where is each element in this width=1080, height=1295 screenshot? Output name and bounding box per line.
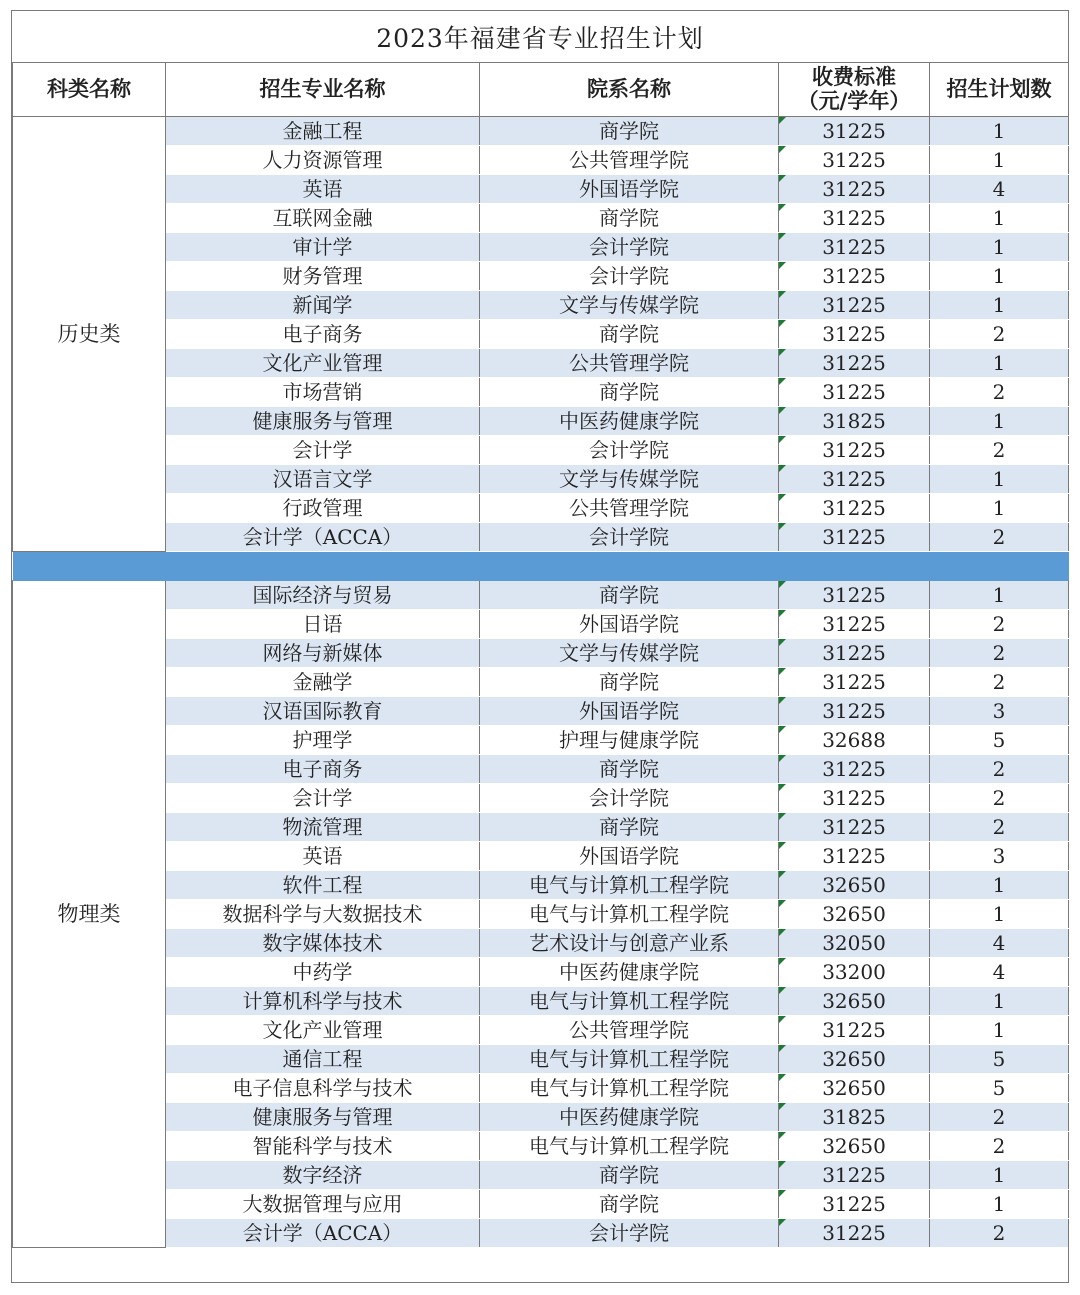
department-cell: 会计学院: [480, 523, 779, 552]
department-cell: 电气与计算机工程学院: [480, 871, 779, 900]
fee-cell: 31225: [779, 755, 930, 784]
fee-cell: 31225: [779, 697, 930, 726]
major-cell: 数字媒体技术: [166, 929, 480, 958]
plan-cell: 1: [930, 349, 1069, 378]
table-row: [13, 523, 1069, 552]
fee-cell: 31825: [779, 407, 930, 436]
plan-cell: 4: [930, 958, 1069, 987]
department-cell: 商学院: [480, 581, 779, 610]
department-cell: 电气与计算机工程学院: [480, 1074, 779, 1103]
major-cell: 新闻学: [166, 291, 480, 320]
table-row: [13, 842, 1069, 871]
fee-cell: 31225: [779, 581, 930, 610]
major-cell: 通信工程: [166, 1045, 480, 1074]
table-row: [13, 1219, 1069, 1248]
major-cell: 会计学（ACCA）: [166, 523, 480, 552]
fee-cell: 31225: [779, 639, 930, 668]
fee-cell: 31225: [779, 1219, 930, 1248]
department-cell: 公共管理学院: [480, 349, 779, 378]
fee-cell: 33200: [779, 958, 930, 987]
plan-cell: 2: [930, 755, 1069, 784]
department-cell: 会计学院: [480, 233, 779, 262]
major-cell: 文化产业管理: [166, 349, 480, 378]
department-cell: 商学院: [480, 1161, 779, 1190]
header-row: [13, 62, 1069, 117]
plan-cell: 2: [930, 784, 1069, 813]
major-cell: 数据科学与大数据技术: [166, 900, 480, 929]
fee-cell: 31225: [779, 291, 930, 320]
major-cell: 健康服务与管理: [166, 1103, 480, 1132]
fee-cell: 31225: [779, 262, 930, 291]
major-cell: 财务管理: [166, 262, 480, 291]
fee-cell: 31225: [779, 436, 930, 465]
plan-cell: 2: [930, 378, 1069, 407]
header-major: 招生专业名称: [166, 62, 480, 117]
table-row: [13, 349, 1069, 378]
major-cell: 人力资源管理: [166, 146, 480, 175]
table-row: [13, 668, 1069, 697]
department-cell: 商学院: [480, 204, 779, 233]
fee-cell: 31225: [779, 668, 930, 697]
major-cell: 金融学: [166, 668, 480, 697]
department-cell: 会计学院: [480, 784, 779, 813]
table-row: [13, 1132, 1069, 1161]
major-cell: 国际经济与贸易: [166, 581, 480, 610]
plan-cell: 1: [930, 204, 1069, 233]
header-fee-line1: 收费标准: [812, 64, 896, 89]
department-cell: 会计学院: [480, 262, 779, 291]
plan-cell: 2: [930, 1103, 1069, 1132]
department-cell: 商学院: [480, 320, 779, 349]
plan-cell: 5: [930, 726, 1069, 755]
table-row: [13, 639, 1069, 668]
plan-cell: 1: [930, 407, 1069, 436]
fee-cell: 31225: [779, 349, 930, 378]
department-cell: 公共管理学院: [480, 1016, 779, 1045]
fee-cell: 32650: [779, 987, 930, 1016]
plan-cell: 4: [930, 175, 1069, 204]
major-cell: 金融工程: [166, 117, 480, 146]
department-cell: 文学与传媒学院: [480, 291, 779, 320]
table-row: [13, 1190, 1069, 1219]
major-cell: 会计学: [166, 784, 480, 813]
plan-cell: 3: [930, 697, 1069, 726]
plan-cell: 1: [930, 1016, 1069, 1045]
header-plan: 招生计划数: [930, 62, 1069, 117]
fee-cell: 31225: [779, 610, 930, 639]
major-cell: 中药学: [166, 958, 480, 987]
group-separator: [13, 552, 1069, 581]
plan-cell: 1: [930, 871, 1069, 900]
table-row: [13, 233, 1069, 262]
major-cell: 护理学: [166, 726, 480, 755]
plan-cell: 2: [930, 639, 1069, 668]
major-cell: 英语: [166, 175, 480, 204]
major-cell: 健康服务与管理: [166, 407, 480, 436]
table-row: [13, 726, 1069, 755]
department-cell: 外国语学院: [480, 610, 779, 639]
table-row: [13, 697, 1069, 726]
plan-cell: 1: [930, 987, 1069, 1016]
major-cell: 互联网金融: [166, 204, 480, 233]
table-row: [13, 175, 1069, 204]
department-cell: 护理与健康学院: [480, 726, 779, 755]
table-row: [13, 407, 1069, 436]
table-row: [13, 1074, 1069, 1103]
header-category: 科类名称: [13, 62, 166, 117]
category-cell: 物理类: [13, 581, 166, 1248]
fee-cell: 32650: [779, 900, 930, 929]
major-cell: 物流管理: [166, 813, 480, 842]
plan-cell: 4: [930, 929, 1069, 958]
major-cell: 电子信息科学与技术: [166, 1074, 480, 1103]
department-cell: 电气与计算机工程学院: [480, 1045, 779, 1074]
major-cell: 大数据管理与应用: [166, 1190, 480, 1219]
major-cell: 会计学（ACCA）: [166, 1219, 480, 1248]
department-cell: 文学与传媒学院: [480, 465, 779, 494]
plan-cell: 5: [930, 1074, 1069, 1103]
major-cell: 审计学: [166, 233, 480, 262]
department-cell: 中医药健康学院: [480, 407, 779, 436]
table-row: [13, 1161, 1069, 1190]
department-cell: 外国语学院: [480, 842, 779, 871]
table-row: [13, 378, 1069, 407]
major-cell: 网络与新媒体: [166, 639, 480, 668]
major-cell: 英语: [166, 842, 480, 871]
fee-cell: 31225: [779, 378, 930, 407]
major-cell: 汉语国际教育: [166, 697, 480, 726]
major-cell: 汉语言文学: [166, 465, 480, 494]
major-cell: 会计学: [166, 436, 480, 465]
table-row: [13, 755, 1069, 784]
department-cell: 艺术设计与创意产业系: [480, 929, 779, 958]
plan-cell: 3: [930, 842, 1069, 871]
department-cell: 中医药健康学院: [480, 958, 779, 987]
category-cell: 历史类: [13, 117, 166, 552]
plan-cell: 1: [930, 1161, 1069, 1190]
table-row: [13, 987, 1069, 1016]
major-cell: 文化产业管理: [166, 1016, 480, 1045]
department-cell: 商学院: [480, 755, 779, 784]
table-row: [13, 610, 1069, 639]
department-cell: 文学与传媒学院: [480, 639, 779, 668]
major-cell: 电子商务: [166, 755, 480, 784]
table-body: [13, 117, 1069, 1248]
major-cell: 数字经济: [166, 1161, 480, 1190]
plan-cell: 5: [930, 1045, 1069, 1074]
table-row: [13, 929, 1069, 958]
enrollment-plan-sheet: [11, 10, 1069, 1283]
header-fee: [779, 62, 930, 117]
department-cell: 商学院: [480, 813, 779, 842]
table-row: [13, 291, 1069, 320]
fee-cell: 31225: [779, 1190, 930, 1219]
sheet-title: 2023年福建省专业招生计划: [12, 11, 1068, 63]
fee-cell: 31225: [779, 117, 930, 146]
department-cell: 外国语学院: [480, 175, 779, 204]
plan-cell: 2: [930, 436, 1069, 465]
major-cell: 智能科学与技术: [166, 1132, 480, 1161]
department-cell: 商学院: [480, 378, 779, 407]
fee-cell: 31225: [779, 320, 930, 349]
fee-cell: 31225: [779, 1016, 930, 1045]
plan-cell: 2: [930, 668, 1069, 697]
table-row: [13, 204, 1069, 233]
department-cell: 商学院: [480, 668, 779, 697]
table-row: [13, 581, 1069, 610]
table-row: [13, 784, 1069, 813]
plan-cell: 1: [930, 262, 1069, 291]
fee-cell: 31225: [779, 494, 930, 523]
department-cell: 电气与计算机工程学院: [480, 900, 779, 929]
enrollment-table: [12, 62, 1069, 1248]
table-row: [13, 436, 1069, 465]
plan-cell: 2: [930, 813, 1069, 842]
fee-cell: 32650: [779, 1045, 930, 1074]
fee-cell: 32650: [779, 871, 930, 900]
major-cell: 日语: [166, 610, 480, 639]
fee-cell: 32688: [779, 726, 930, 755]
department-cell: 电气与计算机工程学院: [480, 1132, 779, 1161]
major-cell: 市场营销: [166, 378, 480, 407]
group-separator-bar: [13, 552, 1069, 581]
fee-cell: 31225: [779, 842, 930, 871]
major-cell: 计算机科学与技术: [166, 987, 480, 1016]
plan-cell: 1: [930, 900, 1069, 929]
fee-cell: 31225: [779, 1161, 930, 1190]
table-row: [13, 146, 1069, 175]
plan-cell: 1: [930, 465, 1069, 494]
fee-cell: 31225: [779, 146, 930, 175]
table-row: [13, 900, 1069, 929]
department-cell: 公共管理学院: [480, 146, 779, 175]
table-row: [13, 1016, 1069, 1045]
table-row: [13, 1103, 1069, 1132]
table-row: [13, 262, 1069, 291]
fee-cell: 31225: [779, 204, 930, 233]
table-row: [13, 465, 1069, 494]
department-cell: 会计学院: [480, 436, 779, 465]
header-department: 院系名称: [480, 62, 779, 117]
plan-cell: 1: [930, 494, 1069, 523]
fee-cell: 31825: [779, 1103, 930, 1132]
fee-cell: 32650: [779, 1074, 930, 1103]
plan-cell: 1: [930, 233, 1069, 262]
table-row: [13, 813, 1069, 842]
fee-cell: 31225: [779, 233, 930, 262]
department-cell: 外国语学院: [480, 697, 779, 726]
fee-cell: 31225: [779, 175, 930, 204]
plan-cell: 2: [930, 320, 1069, 349]
major-cell: 电子商务: [166, 320, 480, 349]
major-cell: 行政管理: [166, 494, 480, 523]
department-cell: 公共管理学院: [480, 494, 779, 523]
fee-cell: 32050: [779, 929, 930, 958]
table-row: [13, 871, 1069, 900]
fee-cell: 31225: [779, 813, 930, 842]
header-fee-line2: （元/学年）: [797, 88, 911, 113]
table-row: [13, 958, 1069, 987]
plan-cell: 1: [930, 291, 1069, 320]
plan-cell: 2: [930, 1132, 1069, 1161]
plan-cell: 1: [930, 581, 1069, 610]
department-cell: 电气与计算机工程学院: [480, 987, 779, 1016]
department-cell: 商学院: [480, 1190, 779, 1219]
department-cell: 会计学院: [480, 1219, 779, 1248]
table-row: [13, 1045, 1069, 1074]
fee-cell: 31225: [779, 523, 930, 552]
table-row: [13, 117, 1069, 146]
plan-cell: 2: [930, 523, 1069, 552]
fee-cell: 31225: [779, 784, 930, 813]
major-cell: 软件工程: [166, 871, 480, 900]
plan-cell: 1: [930, 117, 1069, 146]
plan-cell: 1: [930, 1190, 1069, 1219]
table-row: [13, 494, 1069, 523]
department-cell: 商学院: [480, 117, 779, 146]
fee-cell: 31225: [779, 465, 930, 494]
plan-cell: 2: [930, 1219, 1069, 1248]
plan-cell: 2: [930, 610, 1069, 639]
department-cell: 中医药健康学院: [480, 1103, 779, 1132]
fee-cell: 32650: [779, 1132, 930, 1161]
table-row: [13, 320, 1069, 349]
plan-cell: 1: [930, 146, 1069, 175]
